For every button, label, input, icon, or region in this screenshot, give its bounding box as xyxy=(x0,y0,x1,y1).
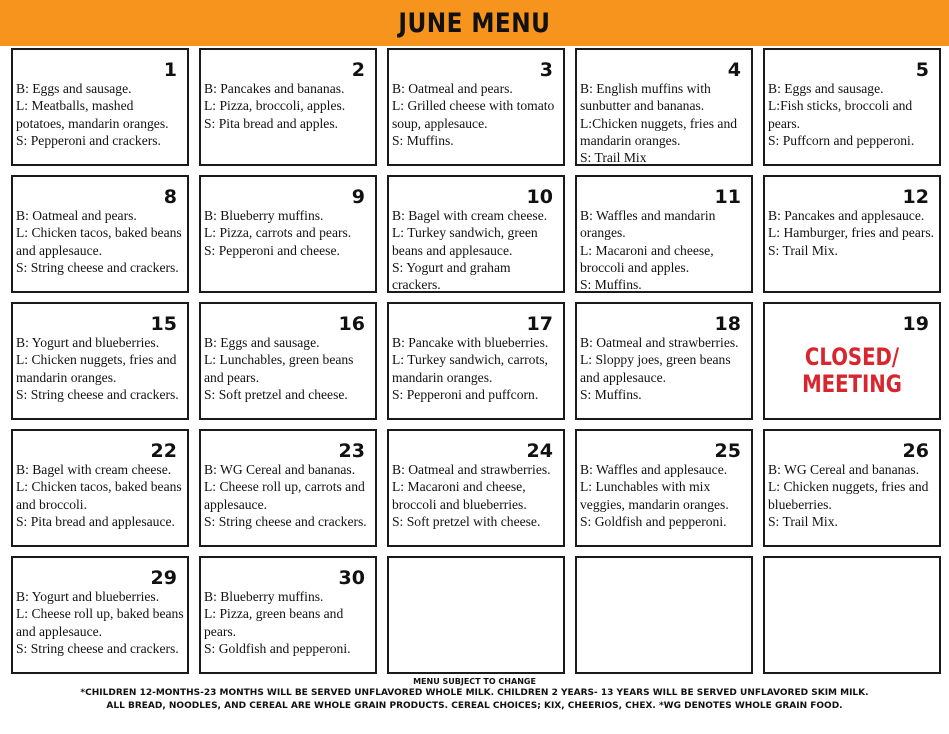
day-number: 2 xyxy=(351,59,365,81)
meal-list xyxy=(16,461,184,530)
snack-text: S: Pepperoni and cheese. xyxy=(204,242,340,258)
day-cell xyxy=(575,48,753,166)
lunch-text: L: Lunchables, green beans and pears. xyxy=(204,352,354,385)
meal-list xyxy=(204,207,372,259)
meal-list xyxy=(16,207,184,276)
day-cell xyxy=(575,302,753,420)
lunch-text: L: Chicken tacos, baked beans and broccoli. xyxy=(16,479,182,512)
snack-text: S: Muffins. xyxy=(580,277,642,293)
snack-text: S: Pita bread and applesauce. xyxy=(16,513,175,529)
snack-text: S: String cheese and crackers. xyxy=(16,640,179,656)
grain-note: ALL BREAD, NOODLES, AND CEREAL ARE WHOLE GRAIN PRODUCTS. CEREAL CHOICES; KIX, CHEERIOS, CHEX. *WG DENOTES WHOLE GRAIN FOOD. xyxy=(106,701,843,711)
day-cell xyxy=(11,556,189,674)
lunch-text: L: Meatballs, mashed potatoes, mandarin oranges. xyxy=(16,98,169,131)
breakfast-text: B: Eggs and sausage. xyxy=(768,81,884,96)
day-number: 23 xyxy=(338,440,365,462)
breakfast-text: B: Eggs and sausage. xyxy=(204,335,320,350)
day-number: 30 xyxy=(338,567,365,589)
meal-list xyxy=(16,588,184,657)
meal-list xyxy=(392,334,560,403)
day-cell xyxy=(11,175,189,293)
day-number: 12 xyxy=(902,186,929,208)
day-number: 15 xyxy=(150,313,177,335)
breakfast-text: B: Waffles and mandarin oranges. xyxy=(580,208,716,241)
empty-day-cell xyxy=(763,556,941,674)
breakfast-text: B: Yogurt and blueberries. xyxy=(16,589,160,604)
day-cell xyxy=(763,175,941,293)
breakfast-text: B: Oatmeal and strawberries. xyxy=(392,462,551,477)
day-cell xyxy=(11,48,189,166)
subject-to-change-note: MENU SUBJECT TO CHANGE xyxy=(413,677,536,686)
snack-text: S: String cheese and crackers. xyxy=(204,513,367,529)
breakfast-text: B: Bagel with cream cheese. xyxy=(392,208,548,223)
day-number: 22 xyxy=(150,440,177,462)
day-cell xyxy=(199,48,377,166)
menu-calendar xyxy=(11,48,941,674)
snack-text: S: Yogurt and graham crackers. xyxy=(392,259,511,293)
breakfast-text: B: Eggs and sausage. xyxy=(16,81,132,96)
lunch-text: L: Macaroni and cheese, broccoli and apples. xyxy=(580,242,714,275)
lunch-text: L: Cheese roll up, baked beans and applesauce. xyxy=(16,606,184,639)
day-number: 5 xyxy=(915,59,929,81)
day-cell-closed xyxy=(763,302,941,420)
meal-list xyxy=(16,80,184,149)
snack-text: S: Soft pretzel with cheese. xyxy=(392,513,541,529)
header-banner xyxy=(0,0,949,46)
day-cell xyxy=(575,429,753,547)
breakfast-text: B: Oatmeal and strawberries. xyxy=(580,335,739,350)
day-number: 9 xyxy=(351,186,365,208)
snack-text: S: String cheese and crackers. xyxy=(16,259,179,275)
lunch-text: L: Cheese roll up, carrots and applesauce. xyxy=(204,479,365,512)
day-number: 10 xyxy=(526,186,553,208)
snack-text: S: Goldfish and pepperoni. xyxy=(580,513,727,529)
snack-text: S: Pepperoni and crackers. xyxy=(16,132,161,148)
breakfast-text: B: Waffles and applesauce. xyxy=(580,462,728,477)
closed-notice: CLOSED/ MEETING xyxy=(802,343,902,398)
breakfast-text: B: Blueberry muffins. xyxy=(204,208,324,223)
meal-list xyxy=(768,207,936,259)
lunch-text: L:Fish sticks, broccoli and pears. xyxy=(768,98,913,131)
empty-day-cell xyxy=(387,556,565,674)
meal-list xyxy=(204,80,372,132)
snack-text: S: Trail Mix. xyxy=(768,242,838,258)
snack-text: S: Soft pretzel and cheese. xyxy=(204,386,348,402)
snack-text: S: Muffins. xyxy=(580,386,642,402)
breakfast-text: B: WG Cereal and bananas. xyxy=(768,462,920,477)
footer-notes xyxy=(0,676,949,713)
lunch-text: L: Pizza, carrots and pears. xyxy=(204,225,352,241)
meal-list xyxy=(392,207,560,293)
snack-text: S: Pepperoni and puffcorn. xyxy=(392,386,539,402)
breakfast-text: B: Pancake with blueberries. xyxy=(392,335,549,350)
meal-list xyxy=(580,334,748,403)
breakfast-text: B: Oatmeal and pears. xyxy=(392,81,513,96)
day-number: 24 xyxy=(526,440,553,462)
day-cell xyxy=(387,302,565,420)
breakfast-text: B: Pancakes and applesauce. xyxy=(768,208,925,223)
day-cell xyxy=(575,175,753,293)
day-cell xyxy=(387,429,565,547)
day-number: 1 xyxy=(163,59,177,81)
lunch-text: L: Chicken tacos, baked beans and applesauce. xyxy=(16,225,182,258)
breakfast-text: B: Yogurt and blueberries. xyxy=(16,335,160,350)
day-number: 11 xyxy=(714,186,741,208)
day-cell xyxy=(387,175,565,293)
meal-list xyxy=(204,461,372,530)
breakfast-text: B: Oatmeal and pears. xyxy=(16,208,137,223)
lunch-text: L: Hamburger, fries and pears. xyxy=(768,225,935,241)
meal-list xyxy=(16,334,184,403)
lunch-text: L: Chicken nuggets, fries and blueberries. xyxy=(768,479,929,512)
breakfast-text: B: Pancakes and bananas. xyxy=(204,81,345,96)
breakfast-text: B: English muffins with sunbutter and bananas. xyxy=(580,81,711,114)
day-cell xyxy=(199,302,377,420)
day-cell xyxy=(11,302,189,420)
empty-day-cell xyxy=(575,556,753,674)
day-cell xyxy=(11,429,189,547)
meal-list xyxy=(580,461,748,530)
lunch-text: L: Turkey sandwich, green beans and applesauce. xyxy=(392,225,538,258)
snack-text: S: String cheese and crackers. xyxy=(16,386,179,402)
lunch-text: L: Lunchables with mix veggies, mandarin oranges. xyxy=(580,479,729,512)
meal-list xyxy=(768,461,936,530)
meal-list xyxy=(580,207,748,293)
breakfast-text: B: Bagel with cream cheese. xyxy=(16,462,172,477)
day-number: 3 xyxy=(539,59,553,81)
day-cell xyxy=(199,429,377,547)
day-cell xyxy=(199,175,377,293)
day-number: 16 xyxy=(338,313,365,335)
day-number: 29 xyxy=(150,567,177,589)
lunch-text: L: Macaroni and cheese, broccoli and blueberries. xyxy=(392,479,527,512)
meal-list xyxy=(392,80,560,149)
lunch-text: L: Sloppy joes, green beans and applesauce. xyxy=(580,352,731,385)
day-number: 8 xyxy=(163,186,177,208)
snack-text: S: Trail Mix. xyxy=(768,513,838,529)
lunch-text: L: Turkey sandwich, carrots, mandarin oranges. xyxy=(392,352,548,385)
day-number: 18 xyxy=(714,313,741,335)
snack-text: S: Goldfish and pepperoni. xyxy=(204,640,351,656)
snack-text: S: Muffins. xyxy=(392,132,454,148)
breakfast-text: B: Blueberry muffins. xyxy=(204,589,324,604)
lunch-text: L:Chicken nuggets, fries and mandarin oranges. xyxy=(580,115,738,148)
milk-note: *CHILDREN 12-MONTHS-23 MONTHS WILL BE SERVED UNFLAVORED WHOLE MILK. CHILDREN 2 YEARS- 13 YEARS WILL BE SERVED UNFLAVORED SKIM MILK. xyxy=(80,688,869,698)
snack-text: S: Puffcorn and pepperoni. xyxy=(768,132,915,148)
snack-text: S: Pita bread and apples. xyxy=(204,115,339,131)
meal-list xyxy=(580,80,748,166)
meal-list xyxy=(768,80,936,149)
lunch-text: L: Chicken nuggets, fries and mandarin oranges. xyxy=(16,352,177,385)
day-number: 17 xyxy=(526,313,553,335)
lunch-text: L: Pizza, broccoli, apples. xyxy=(204,98,346,114)
day-number: 19 xyxy=(902,313,929,335)
day-number: 4 xyxy=(727,59,741,81)
page-title: JUNE MENU xyxy=(398,7,551,39)
day-number: 26 xyxy=(902,440,929,462)
breakfast-text: B: WG Cereal and bananas. xyxy=(204,462,356,477)
snack-text: S: Trail Mix xyxy=(580,150,647,166)
day-cell xyxy=(387,48,565,166)
day-cell xyxy=(763,429,941,547)
lunch-text: L: Pizza, green beans and pears. xyxy=(204,606,344,639)
day-number: 25 xyxy=(714,440,741,462)
day-cell xyxy=(199,556,377,674)
meal-list xyxy=(204,588,372,657)
day-cell xyxy=(763,48,941,166)
lunch-text: L: Grilled cheese with tomato soup, applesauce. xyxy=(392,98,555,131)
meal-list xyxy=(392,461,560,530)
meal-list xyxy=(204,334,372,403)
